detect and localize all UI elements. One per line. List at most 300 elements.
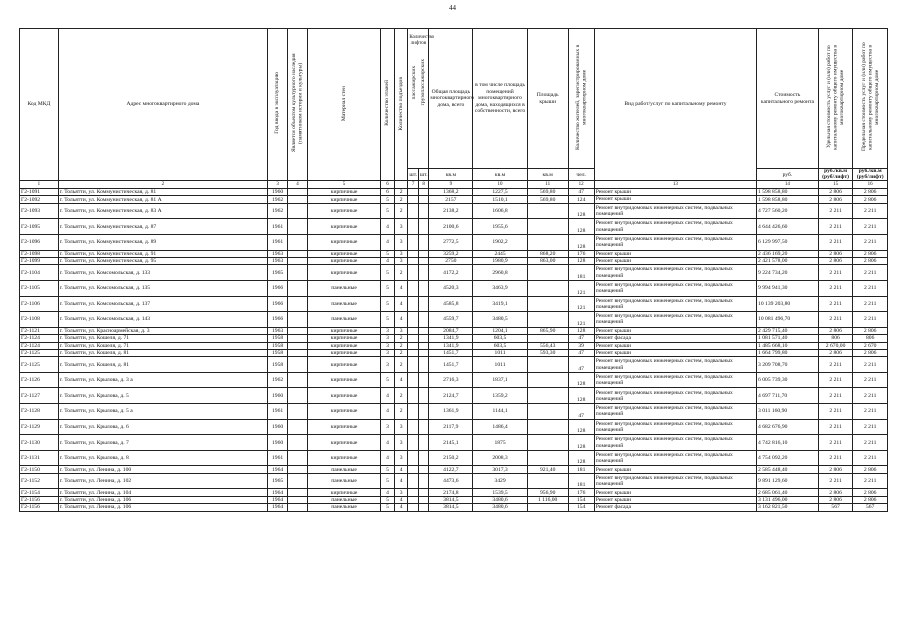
cell-residents: 128 — [568, 372, 594, 388]
cell-lifts-passenger — [408, 489, 418, 496]
cell-residents: 176 — [568, 489, 594, 496]
cell-heritage — [288, 265, 308, 281]
cell-lifts-passenger — [408, 342, 418, 349]
cell-max-cost: 2 211 — [853, 265, 888, 281]
cell-heritage — [288, 372, 308, 388]
cell-residents: 154 — [568, 496, 594, 503]
cell-cost: 1 485 668,10 — [757, 342, 819, 349]
cell-floors: 3 — [381, 357, 395, 373]
cell-address: г. Тольятти, ул. Крылова, д. 3 а — [58, 372, 267, 388]
cell-year: 1964 — [268, 504, 288, 511]
cell-heritage — [288, 388, 308, 404]
cell-lifts-passenger — [408, 203, 418, 219]
cell-lifts-cargo — [418, 419, 428, 435]
cell-heritage — [288, 335, 308, 342]
table-row — [20, 265, 888, 281]
cell-entrances: 3 — [394, 250, 408, 257]
cell-floors: 4 — [381, 489, 395, 496]
cell-address: г. Тольятти, ул. Крылова, д. 8 — [58, 450, 267, 466]
cell-unit-cost: 2 211 — [818, 312, 853, 328]
cell-works: Ремонт крыши — [594, 250, 756, 257]
unit-lifts-passenger: шт. — [408, 169, 418, 181]
cell-max-cost: 2 211 — [853, 312, 888, 328]
table-row — [20, 388, 888, 404]
cell-works: Ремонт крыши — [594, 327, 756, 334]
cell-unit-cost: 2 211 — [818, 280, 853, 296]
cell-cost: 9 224 734,20 — [757, 265, 819, 281]
cell-cost: 3 209 708,70 — [757, 357, 819, 373]
cell-lifts-cargo — [418, 196, 428, 203]
cell-roof-area — [527, 296, 568, 312]
cell-owned-area: 1204,1 — [473, 327, 527, 334]
cell-floors: 3 — [381, 342, 395, 349]
cell-floors: 4 — [381, 234, 395, 250]
cell-works: Ремонт внутридомовых инженерных систем, подвальных помещений — [594, 404, 756, 420]
table-row — [20, 203, 888, 219]
cell-total-area: 2750 — [429, 257, 473, 264]
header-lifts-cargo: грузопассажирских — [419, 59, 426, 106]
cell-total-area: 3814,5 — [429, 504, 473, 511]
cell-cost: 4 644 426,60 — [757, 219, 819, 235]
cell-material: кирпичные — [307, 419, 380, 435]
cell-roof-area — [527, 404, 568, 420]
cell-code: Г2-1106 — [20, 296, 59, 312]
cell-roof-area: 593,30 — [527, 349, 568, 356]
cell-unit-cost: 2 211 — [818, 265, 853, 281]
cell-lifts-passenger — [408, 349, 418, 356]
cell-roof-area: 865,90 — [527, 327, 568, 334]
cell-cost: 6 005 739,30 — [757, 372, 819, 388]
cell-residents: 128 — [568, 219, 594, 235]
cell-address: г. Тольятти, ул. Крылова, д. 5 а — [58, 404, 267, 420]
cell-lifts-cargo — [418, 265, 428, 281]
cell-material: кирпичные — [307, 234, 380, 250]
cell-max-cost: 2 806 — [853, 257, 888, 264]
header-unit-cost: Удельная стоимость услуг и (или) работ по капитальному ремонту общего имущества в многоквартирном доме — [818, 29, 853, 169]
cell-floors: 4 — [381, 435, 395, 451]
cell-roof-area — [527, 219, 568, 235]
cell-code: Г2-1150 — [20, 466, 59, 473]
cell-lifts-passenger — [408, 196, 418, 203]
cell-heritage — [288, 489, 308, 496]
cell-residents: 121 — [568, 296, 594, 312]
cell-owned-area: 1486,4 — [473, 419, 527, 435]
cell-entrances: 2 — [394, 335, 408, 342]
cell-works: Ремонт внутридомовых инженерных систем, подвальных помещений — [594, 435, 756, 451]
cell-code: Г2-1098 — [20, 250, 59, 257]
cell-address: г. Тольятти, ул. Крылова, д. 7 — [58, 435, 267, 451]
table-row — [20, 219, 888, 235]
col-number: 1 — [20, 181, 59, 189]
cell-owned-area: 1955,6 — [473, 219, 527, 235]
cell-heritage — [288, 219, 308, 235]
cell-max-cost: 2 211 — [853, 357, 888, 373]
cell-code: Г2-1127 — [20, 388, 59, 404]
cell-material: панельные — [307, 496, 380, 503]
cell-total-area: 4473,6 — [429, 473, 473, 489]
cell-lifts-passenger — [408, 496, 418, 503]
cell-unit-cost: 2 211 — [818, 296, 853, 312]
cell-entrances: 2 — [394, 265, 408, 281]
header-total-area: Общая площадь многоквартирного дома, всего — [429, 29, 473, 169]
cell-floors: 5 — [381, 196, 395, 203]
cell-address: г. Тольятти, ул. Ленина, д. 106 — [58, 496, 267, 503]
cell-material: кирпичные — [307, 250, 380, 257]
cell-max-cost: 2 211 — [853, 234, 888, 250]
cell-works: Ремонт внутридомовых инженерных систем, подвальных помещений — [594, 296, 756, 312]
table-row — [20, 296, 888, 312]
header-roof-area: Площадь крыши — [527, 29, 568, 169]
cell-lifts-cargo — [418, 327, 428, 334]
cell-lifts-cargo — [418, 435, 428, 451]
table-row — [20, 496, 888, 503]
cell-floors: 3 — [381, 327, 395, 334]
cell-year: 1963 — [268, 250, 288, 257]
cell-owned-area: 1980,9 — [473, 257, 527, 264]
cell-floors: 5 — [381, 203, 395, 219]
cell-owned-area: 1144,1 — [473, 404, 527, 420]
cell-heritage — [288, 189, 308, 196]
cell-max-cost: 2 806 — [853, 349, 888, 356]
cell-total-area: 1341,9 — [429, 342, 473, 349]
cell-floors: 4 — [381, 388, 395, 404]
cell-material: панельные — [307, 312, 380, 328]
header-row — [20, 29, 888, 169]
cell-material: кирпичные — [307, 349, 380, 356]
cell-roof-area — [527, 312, 568, 328]
cell-max-cost: 2 806 — [853, 250, 888, 257]
cell-works: Ремонт крыши — [594, 189, 756, 196]
cell-owned-area: 1510,1 — [473, 196, 527, 203]
table-row — [20, 489, 888, 496]
cell-owned-area: 1539,5 — [473, 489, 527, 496]
header-lifts: Количество лифтов пассажирских грузопассажирских — [408, 29, 429, 169]
cell-heritage — [288, 296, 308, 312]
cell-total-area: 1361,9 — [429, 404, 473, 420]
cell-year: 1960 — [268, 419, 288, 435]
cell-year: 1962 — [268, 372, 288, 388]
cell-unit-cost: 2 211 — [818, 372, 853, 388]
table-row — [20, 342, 888, 349]
cell-residents: 128 — [568, 419, 594, 435]
cell-material: кирпичные — [307, 357, 380, 373]
cell-floors: 5 — [381, 496, 395, 503]
table-row — [20, 234, 888, 250]
unit-lifts-cargo: шт. — [418, 169, 428, 181]
cell-lifts-cargo — [418, 372, 428, 388]
cell-total-area: 1368,2 — [429, 189, 473, 196]
cell-floors: 3 — [381, 349, 395, 356]
cell-lifts-cargo — [418, 234, 428, 250]
header-owned-area: в том числе площадь помещений многоквартирного дома, находящихся в собственности, всего — [473, 29, 527, 169]
cell-address: г. Тольятти, ул. Коммунистическая, д. 81 А — [58, 196, 267, 203]
cell-unit-cost: 2 806 — [818, 189, 853, 196]
table-row — [20, 504, 888, 511]
table-row — [20, 312, 888, 328]
table-row — [20, 404, 888, 420]
cell-total-area: 4559,7 — [429, 312, 473, 328]
cell-floors: 4 — [381, 257, 395, 264]
cell-address: г. Тольятти, ул. Кошеля, д. 71 — [58, 335, 267, 342]
cell-material: кирпичные — [307, 335, 380, 342]
cell-works: Ремонт внутридомовых инженерных систем, подвальных помещений — [594, 450, 756, 466]
cell-lifts-cargo — [418, 450, 428, 466]
cell-floors: 4 — [381, 404, 395, 420]
cell-year: 1958 — [268, 335, 288, 342]
cell-lifts-passenger — [408, 466, 418, 473]
cell-lifts-passenger — [408, 296, 418, 312]
cell-year: 1965 — [268, 265, 288, 281]
cell-year: 1958 — [268, 349, 288, 356]
cell-entrances: 4 — [394, 280, 408, 296]
cell-lifts-passenger — [408, 357, 418, 373]
cell-roof-area — [527, 357, 568, 373]
cell-max-cost: 2 211 — [853, 388, 888, 404]
cell-cost: 4 742 816,10 — [757, 435, 819, 451]
cell-total-area: 2117,9 — [429, 419, 473, 435]
cell-heritage — [288, 404, 308, 420]
cell-lifts-passenger — [408, 250, 418, 257]
cell-cost: 4 754 092,20 — [757, 450, 819, 466]
cell-owned-area: 1227,5 — [473, 189, 527, 196]
cell-entrances: 2 — [394, 349, 408, 356]
cell-roof-area — [527, 234, 568, 250]
cell-owned-area: 3480,5 — [473, 312, 527, 328]
cell-code: Г2-1096 — [20, 234, 59, 250]
table-row — [20, 335, 888, 342]
cell-works: Ремонт крыши — [594, 349, 756, 356]
cell-year: 1961 — [268, 234, 288, 250]
cell-owned-area: 3429 — [473, 473, 527, 489]
cell-lifts-passenger — [408, 435, 418, 451]
col-number: 4 — [288, 181, 308, 189]
cell-owned-area: 3419,1 — [473, 296, 527, 312]
cell-material: кирпичные — [307, 489, 380, 496]
cell-total-area: 1451,7 — [429, 357, 473, 373]
cell-residents: 39 — [568, 342, 594, 349]
cell-residents: 154 — [568, 504, 594, 511]
cell-works: Ремонт крыши — [594, 257, 756, 264]
cell-code: Г2-1154 — [20, 489, 59, 496]
cell-lifts-cargo — [418, 388, 428, 404]
cell-cost: 2 421 578,00 — [757, 257, 819, 264]
cell-total-area: 2772,5 — [429, 234, 473, 250]
cell-floors: 4 — [381, 219, 395, 235]
cell-code: Г2-1156 — [20, 504, 59, 511]
header-floors: Количество этажей — [381, 29, 395, 181]
cell-cost: 10 139 203,80 — [757, 296, 819, 312]
cell-material: кирпичные — [307, 450, 380, 466]
unit-owned-area: кв.м — [473, 169, 527, 181]
col-number: 2 — [58, 181, 267, 189]
cell-residents: 128 — [568, 327, 594, 334]
cell-address: г. Тольятти, ул. Кошеля, д. 81 — [58, 349, 267, 356]
cell-works: Ремонт внутридомовых инженерных систем, подвальных помещений — [594, 280, 756, 296]
cell-floors: 3 — [381, 335, 395, 342]
cell-max-cost: 2 211 — [853, 404, 888, 420]
cell-max-cost: 2 806 — [853, 196, 888, 203]
cell-cost: 4 682 676,90 — [757, 419, 819, 435]
cell-heritage — [288, 327, 308, 334]
cell-lifts-passenger — [408, 372, 418, 388]
cell-total-area: 4172,2 — [429, 265, 473, 281]
cell-floors: 3 — [381, 419, 395, 435]
cell-max-cost: 2 211 — [853, 372, 888, 388]
cell-total-area: 1451,7 — [429, 349, 473, 356]
cell-residents: 47 — [568, 189, 594, 196]
cell-lifts-cargo — [418, 203, 428, 219]
cell-max-cost: 2 670 — [853, 342, 888, 349]
cell-residents: 47 — [568, 335, 594, 342]
header-works: Вид работ/услуг по капитальному ремонту — [594, 29, 756, 181]
cell-year: 1966 — [268, 296, 288, 312]
cell-lifts-passenger — [408, 257, 418, 264]
cell-max-cost: 2 211 — [853, 450, 888, 466]
cell-max-cost: 2 806 — [853, 327, 888, 334]
cell-unit-cost: 2 211 — [818, 419, 853, 435]
cell-cost: 4 727 560,20 — [757, 203, 819, 219]
cell-total-area: 2124,7 — [429, 388, 473, 404]
cell-entrances: 2 — [394, 189, 408, 196]
cell-unit-cost: 2 211 — [818, 404, 853, 420]
cell-entrances: 4 — [394, 372, 408, 388]
col-number: 15 — [818, 181, 853, 189]
cell-heritage — [288, 496, 308, 503]
cell-lifts-cargo — [418, 404, 428, 420]
cell-floors: 5 — [381, 504, 395, 511]
cell-entrances: 4 — [394, 504, 408, 511]
cell-cost: 3 131 496,00 — [757, 496, 819, 503]
cell-lifts-cargo — [418, 296, 428, 312]
cell-lifts-passenger — [408, 189, 418, 196]
cell-code: Г2-1092 — [20, 196, 59, 203]
cell-works: Ремонт крыши — [594, 496, 756, 503]
col-number: 14 — [757, 181, 819, 189]
cell-code: Г2-1152 — [20, 473, 59, 489]
cell-year: 1962 — [268, 203, 288, 219]
cell-unit-cost: 2 670,00 — [818, 342, 853, 349]
cell-owned-area: 2960,8 — [473, 265, 527, 281]
cell-floors: 6 — [381, 189, 395, 196]
cell-lifts-passenger — [408, 234, 418, 250]
cell-cost: 2 436 169,20 — [757, 250, 819, 257]
cell-residents: 128 — [568, 257, 594, 264]
cell-address: г. Тольятти, ул. Ленина, д. 104 — [58, 489, 267, 496]
table-row — [20, 450, 888, 466]
cell-total-area: 3259,2 — [429, 250, 473, 257]
cell-residents: 128 — [568, 450, 594, 466]
cell-floors: 5 — [381, 312, 395, 328]
cell-cost: 9 891 129,60 — [757, 473, 819, 489]
cell-lifts-cargo — [418, 496, 428, 503]
cell-lifts-passenger — [408, 504, 418, 511]
cell-heritage — [288, 203, 308, 219]
cell-residents: 47 — [568, 357, 594, 373]
cell-works: Ремонт внутридомовых инженерных систем, подвальных помещений — [594, 234, 756, 250]
table-row — [20, 250, 888, 257]
cell-total-area: 1341,9 — [429, 335, 473, 342]
cell-unit-cost: 2 806 — [818, 250, 853, 257]
cell-year: 1963 — [268, 327, 288, 334]
cell-address: г. Тольятти, ул. Крылова, д. 5 — [58, 388, 267, 404]
cell-code: Г2-1124 — [20, 335, 59, 342]
cell-heritage — [288, 357, 308, 373]
cell-total-area: 4122,7 — [429, 466, 473, 473]
cell-material: кирпичные — [307, 388, 380, 404]
table-row — [20, 349, 888, 356]
cell-heritage — [288, 473, 308, 489]
col-number: 8 — [418, 181, 428, 189]
cell-lifts-cargo — [418, 357, 428, 373]
cell-lifts-cargo — [418, 189, 428, 196]
cell-material: панельные — [307, 296, 380, 312]
cell-material: кирпичные — [307, 219, 380, 235]
cell-year: 1958 — [268, 342, 288, 349]
table-row — [20, 357, 888, 373]
cell-entrances: 3 — [394, 219, 408, 235]
cell-owned-area: 1011 — [473, 349, 527, 356]
cell-unit-cost: 2 806 — [818, 466, 853, 473]
cell-owned-area: 1606,8 — [473, 203, 527, 219]
cell-unit-cost: 2 806 — [818, 349, 853, 356]
cell-unit-cost: 2 211 — [818, 234, 853, 250]
cell-material: кирпичные — [307, 435, 380, 451]
cell-heritage — [288, 466, 308, 473]
cell-cost: 3 162 821,50 — [757, 504, 819, 511]
cell-address: г. Тольятти, ул. Коммунистическая, д. 83 А — [58, 203, 267, 219]
cell-entrances: 2 — [394, 342, 408, 349]
cell-floors: 5 — [381, 296, 395, 312]
cell-total-area: 2150,2 — [429, 450, 473, 466]
cell-heritage — [288, 234, 308, 250]
cell-owned-area: 2445 — [473, 250, 527, 257]
cell-max-cost: 567 — [853, 504, 888, 511]
cell-lifts-passenger — [408, 327, 418, 334]
cell-cost: 1 598 858,80 — [757, 189, 819, 196]
cell-roof-area — [527, 372, 568, 388]
header-heritage: Является объектом культурного наследия (памятником истории и культуры) — [288, 29, 308, 181]
cell-roof-area: 863,00 — [527, 257, 568, 264]
cell-address: г. Тольятти, ул. Коммунистическая, д. 87 — [58, 219, 267, 235]
cell-material: кирпичные — [307, 327, 380, 334]
cell-heritage — [288, 450, 308, 466]
cell-address: г. Тольятти, ул. Комсомольская, д. 137 — [58, 296, 267, 312]
cell-heritage — [288, 342, 308, 349]
cell-works: Ремонт внутридомовых инженерных систем, подвальных помещений — [594, 388, 756, 404]
cell-lifts-cargo — [418, 257, 428, 264]
cell-max-cost: 2 806 — [853, 496, 888, 503]
cell-owned-area: 1902,2 — [473, 234, 527, 250]
cell-owned-area: 1875 — [473, 435, 527, 451]
cell-residents: 181 — [568, 265, 594, 281]
cell-cost: 1 081 571,40 — [757, 335, 819, 342]
cell-address: г. Тольятти, ул. Комсомольская, д. 133 — [58, 265, 267, 281]
cell-residents: 124 — [568, 196, 594, 203]
unit-unit-cost: руб./кв.м (руб/лифт) — [818, 169, 853, 181]
cell-works: Ремонт внутридомовых инженерных систем, подвальных помещений — [594, 372, 756, 388]
cell-entrances: 2 — [394, 357, 408, 373]
table-row — [20, 466, 888, 473]
cell-cost: 9 994 941,30 — [757, 280, 819, 296]
cell-entrances: 3 — [394, 234, 408, 250]
cell-unit-cost: 2 806 — [818, 196, 853, 203]
cell-unit-cost: 2 806 — [818, 489, 853, 496]
unit-roof-area: кв.м — [527, 169, 568, 181]
cell-owned-area: 3463,9 — [473, 280, 527, 296]
cell-code: Г2-1125 — [20, 357, 59, 373]
cell-address: г. Тольятти, ул. Ленина, д. 106 — [58, 504, 267, 511]
cell-cost: 6 129 997,50 — [757, 234, 819, 250]
